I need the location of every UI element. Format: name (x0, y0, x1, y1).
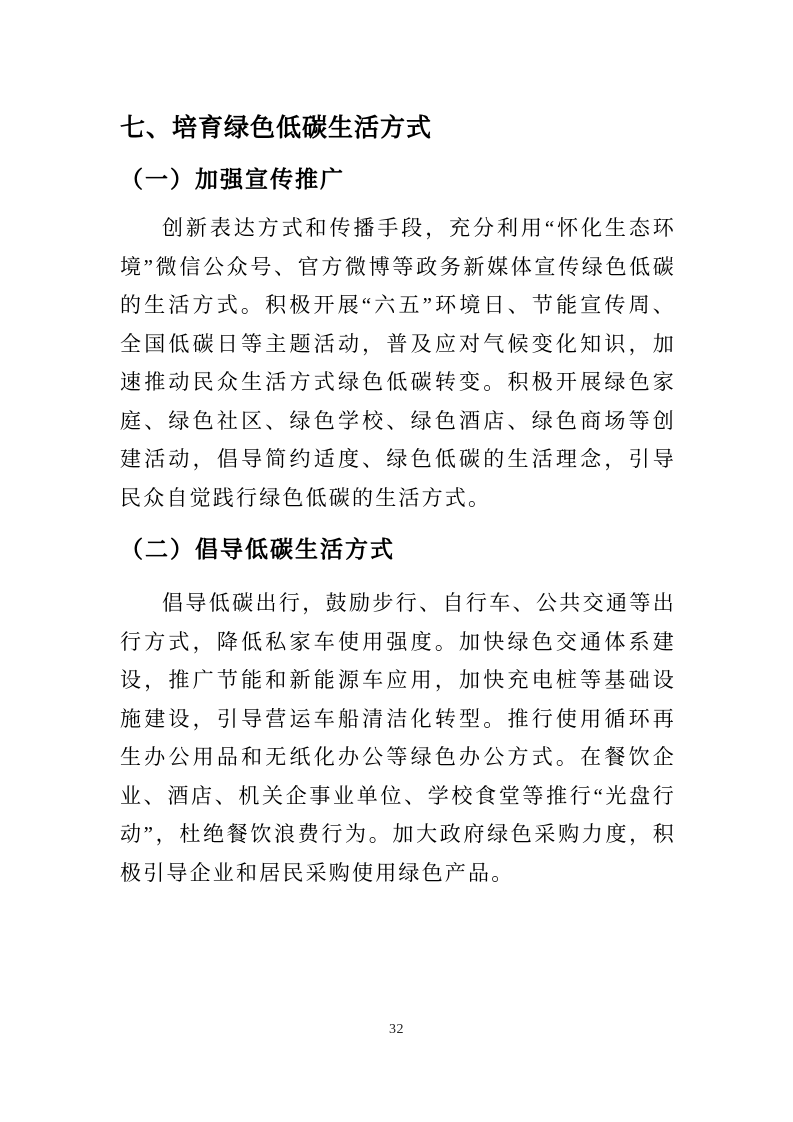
page-number: 32 (389, 1022, 404, 1037)
subsection-2-paragraph: 倡导低碳出行，鼓励步行、自行车、公共交通等出行方式，降低私家车使用强度。加快绿色交通体系建设，推广节能和新能源车应用，加快充电桩等基础设施建设，引导营运车船清洁化转型。推行使用循环再生办公用品和无纸化办公等绿色办公方式。在餐饮企业、酒店、机关企事业单位、学校食堂等推行“光盘行动”，杜绝餐饮浪费行为。加大政府绿色采购力度，积极引导企业和居民采购使用绿色产品。 (120, 591, 676, 885)
section-heading: 七、培育绿色低碳生活方式 (120, 114, 433, 142)
subsection-1-heading: （一）加强宣传推广 (120, 167, 345, 192)
subsection-2-heading: （二）倡导低碳生活方式 (120, 537, 395, 562)
subsection-2 (120, 535, 676, 892)
page-content (120, 0, 676, 892)
subsection-1-paragraph: 创新表达方式和传播手段，充分利用“怀化生态环境”微信公众号、官方微博等政务新媒体宣传绿色低碳的生活方式。积极开展“六五”环境日、节能宣传周、全国低碳日等主题活动，普及应对气候变化知识，加速推动民众生活方式绿色低碳转变。积极开展绿色家庭、绿色社区、绿色学校、绿色酒店、绿色商场等创建活动，倡导简约适度、绿色低碳的生活理念，引导民众自觉践行绿色低碳的生活方式。 (120, 216, 676, 510)
subsection-1 (120, 165, 676, 517)
